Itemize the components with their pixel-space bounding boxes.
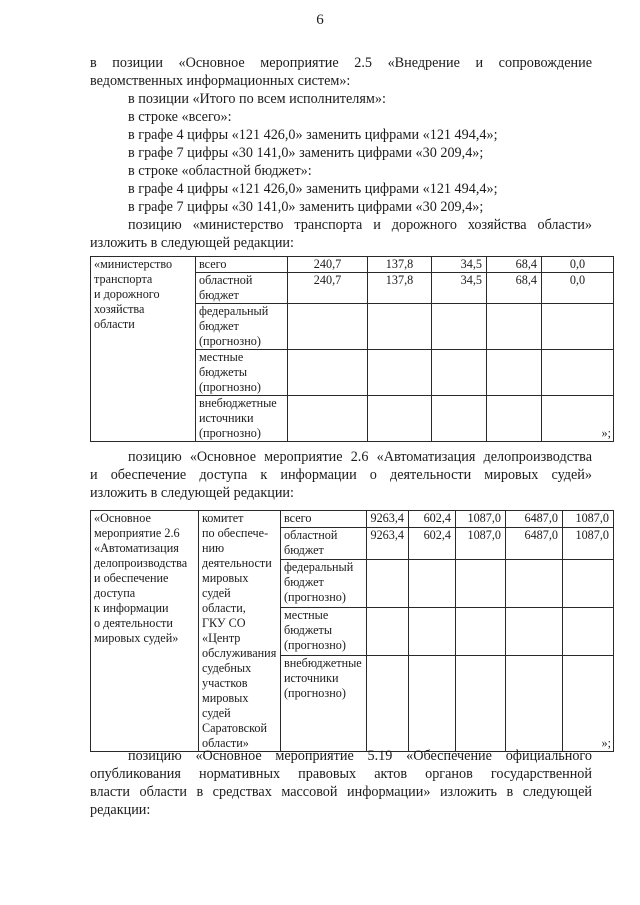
- value-cell: [368, 396, 432, 442]
- value-cell: 6487,0: [506, 511, 563, 528]
- value-cell: 240,7: [288, 257, 368, 273]
- intro-line-8: в графе 4 цифры «121 426,0» заменить цифрами «121 494,4»;: [128, 181, 498, 197]
- intro-line-4: в строке «всего»:: [128, 109, 232, 125]
- measure-cell: «Основное мероприятие 2.6 «Автоматизация делопроизводства и обеспечение доступа к информации о деятельности мировых судей»: [91, 511, 199, 752]
- middle-line-1: позицию «Основное мероприятие 2.6 «Автоматизация делопроизводства: [128, 449, 592, 465]
- funding-source-cell: областной бюджет: [196, 273, 288, 304]
- value-cell: [409, 655, 456, 751]
- middle-line-2: и обеспечение доступа к информации о деятельности мировых судей»: [90, 467, 592, 483]
- closing-mark: »;: [563, 655, 614, 751]
- value-cell: [506, 608, 563, 656]
- value-cell: 34,5: [432, 257, 487, 273]
- value-cell: 240,7: [288, 273, 368, 304]
- value-cell: [456, 655, 506, 751]
- value-cell: 0,0: [542, 257, 614, 273]
- final-line-1: позицию «Основное мероприятие 5.19 «Обеспечение официального: [128, 748, 592, 764]
- funding-source-cell: всего: [281, 511, 367, 528]
- value-cell: [506, 560, 563, 608]
- value-cell: [367, 560, 409, 608]
- funding-source-cell: всего: [196, 257, 288, 273]
- table-measure-2-6: [90, 510, 614, 752]
- intro-line-9: в графе 7 цифры «30 141,0» заменить цифрами «30 209,4»;: [128, 199, 484, 215]
- intro-line-5: в графе 4 цифры «121 426,0» заменить цифрами «121 494,4»;: [128, 127, 498, 143]
- value-cell: 9263,4: [367, 527, 409, 559]
- value-cell: [542, 350, 614, 396]
- funding-source-cell: областной бюджет: [281, 527, 367, 559]
- value-cell: [542, 304, 614, 350]
- funding-source-cell: федеральный бюджет (прогнозно): [281, 560, 367, 608]
- middle-line-3: изложить в следующей редакции:: [90, 485, 294, 501]
- value-cell: 34,5: [432, 273, 487, 304]
- funding-source-cell: внебюджетные источники (прогнозно): [196, 396, 288, 442]
- intro-line-7: в строке «областной бюджет»:: [128, 163, 312, 179]
- value-cell: [563, 560, 614, 608]
- value-cell: [367, 608, 409, 656]
- page-number: 6: [316, 12, 324, 28]
- value-cell: 137,8: [368, 273, 432, 304]
- value-cell: [456, 560, 506, 608]
- funding-source-cell: внебюджетные источники (прогнозно): [281, 655, 367, 751]
- value-cell: 602,4: [409, 511, 456, 528]
- intro-line-11: изложить в следующей редакции:: [90, 235, 294, 251]
- value-cell: [563, 608, 614, 656]
- final-line-3: власти области в средствах массовой информации» изложить в следующей: [90, 784, 592, 800]
- value-cell: [368, 304, 432, 350]
- intro-line-1: в позиции «Основное мероприятие 2.5 «Внедрение и сопровождение: [90, 55, 592, 71]
- closing-mark: »;: [542, 396, 614, 442]
- value-cell: [368, 350, 432, 396]
- value-cell: [432, 304, 487, 350]
- funding-source-cell: федеральный бюджет (прогнозно): [196, 304, 288, 350]
- value-cell: [487, 350, 542, 396]
- value-cell: [409, 560, 456, 608]
- value-cell: [432, 350, 487, 396]
- value-cell: 1087,0: [563, 527, 614, 559]
- value-cell: 68,4: [487, 257, 542, 273]
- value-cell: [288, 350, 368, 396]
- intro-line-10: позицию «министерство транспорта и дорожного хозяйства области»: [128, 217, 592, 233]
- table-transport-ministry: [90, 256, 614, 442]
- value-cell: [367, 655, 409, 751]
- executor-cell: «министерство транспорта и дорожного хозяйства области: [91, 257, 196, 442]
- funding-source-cell: местные бюджеты (прогнозно): [196, 350, 288, 396]
- final-line-2: опубликования нормативных правовых актов органов государственной: [90, 766, 592, 782]
- value-cell: [487, 304, 542, 350]
- value-cell: 602,4: [409, 527, 456, 559]
- value-cell: [288, 304, 368, 350]
- value-cell: 68,4: [487, 273, 542, 304]
- value-cell: 1087,0: [456, 527, 506, 559]
- value-cell: [409, 608, 456, 656]
- value-cell: 0,0: [542, 273, 614, 304]
- executor-cell: комитет по обеспече- нию деятельности мировых судей области, ГКУ СО «Центр обслуживания судебных участков мировых судей Саратовской области»: [199, 511, 281, 752]
- intro-line-2: ведомственных информационных систем»:: [90, 73, 351, 89]
- value-cell: [487, 396, 542, 442]
- value-cell: 9263,4: [367, 511, 409, 528]
- intro-line-6: в графе 7 цифры «30 141,0» заменить цифрами «30 209,4»;: [128, 145, 484, 161]
- funding-source-cell: местные бюджеты (прогнозно): [281, 608, 367, 656]
- value-cell: 1087,0: [563, 511, 614, 528]
- value-cell: 137,8: [368, 257, 432, 273]
- value-cell: 6487,0: [506, 527, 563, 559]
- final-line-4: редакции:: [90, 802, 151, 818]
- value-cell: [506, 655, 563, 751]
- intro-line-3: в позиции «Итого по всем исполнителям»:: [128, 91, 386, 107]
- value-cell: [456, 608, 506, 656]
- value-cell: [432, 396, 487, 442]
- value-cell: 1087,0: [456, 511, 506, 528]
- value-cell: [288, 396, 368, 442]
